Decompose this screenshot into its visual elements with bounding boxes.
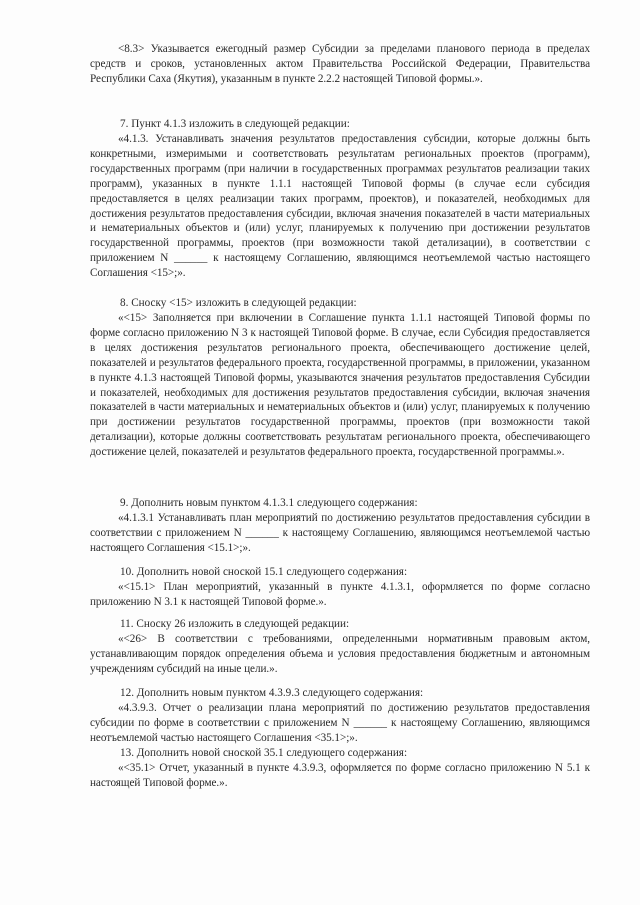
item-12-heading: 12. Дополнить новым пунктом 4.3.9.3 следующего содержания: (120, 687, 424, 699)
footnote-15-text: «<15> Заполняется при включении в Соглашение пункта 1.1.1 настоящей Типовой формы по форме согласно приложению N 3 к настоящей Типовой форме. В случае, если Субсидия предоставляется в целях достижения результатов регионального проекта, обеспечивающего достижение целей, показателей и результатов федерального проекта, государственной программы, в приложении, указанном в пункте 4.1.3 настоящей Типовой формы, указываются значения результатов предоставления Субсидии и показателей, необходимых для достижения результатов предоставления субсидии, включая значения показателей в части материальных и нематериальных объектов и (или) услуг, планируемых к получению при достижении результатов государственной программы, проектов (при возможности такой детализации), которые должны соответствовать результатам регионального проекта, обеспечивающего достижение целей, показателей и результатов федерального проекта, государственной программы.». (90, 312, 590, 459)
item-10-heading: 10. Дополнить новой сноской 15.1 следующего содержания: (120, 566, 408, 578)
paragraph-8-3-footnote: <8.3> Указывается ежегодный размер Субсидии за пределами планового периода в пределах средств и сроков, установленных актом Правительства Российской Федерации, Правительства Республики Саха (Якутия), указанным в пункте 2.2.2 настоящей Типовой формы.». (90, 43, 590, 85)
item-8-heading: 8. Сноску <15> изложить в следующей редакции: (120, 297, 357, 309)
item-9-heading: 9. Дополнить новым пунктом 4.1.3.1 следующего содержания: (120, 497, 418, 509)
footnote-35-1-text: «<35.1> Отчет, указанный в пункте 4.3.9.3, оформляется по форме согласно приложению N 5.1 к настоящей Типовой форме.». (90, 762, 590, 789)
paragraph-4-1-3: «4.1.3. Устанавливать значения результатов предоставления субсидии, которые должны быть конкретными, измеримыми и соответствовать результатам региональных проектов (программ), государственных программ (при наличии в государственных программах результатов реализации таких программ), указанных в пункте 1.1.1 настоящей Типовой формы (в случае если субсидия предоставляется в целях реализации таких программ, проектов), и показателей, необходимых для достижения результатов предоставления субсидии, включая значения показателей в части материальных и нематериальных объектов и (или) услуг, планируемых к получению при достижении результатов государственной программы, проектов (при возможности такой детализации), в соответствии с приложением N ______ к настоящему Соглашению, являющимся неотъемлемой частью настоящего Соглашения <15>;». (90, 133, 590, 280)
item-7-heading: 7. Пункт 4.1.3 изложить в следующей редакции: (120, 118, 350, 130)
footnote-26-text: «<26> В соответствии с требованиями, определенными нормативным правовым актом, устанавливающим порядок определения объема и условия предоставления бюджетным и автономным учреждениям субсидий на иные цели.». (90, 633, 590, 675)
item-11-heading: 11. Сноску 26 изложить в следующей редакции: (120, 618, 350, 630)
item-13-heading: 13. Дополнить новой сноской 35.1 следующего содержания: (120, 747, 408, 759)
paragraph-4-1-3-1: «4.1.3.1 Устанавливать план мероприятий по достижению результатов предоставления субсидии в соответствии с приложением N ______ к настоящему Соглашению, являющимся неотъемлемой частью настоящего Соглашения <15.1>;». (90, 512, 590, 554)
footnote-15-1-text: «<15.1> План мероприятий, указанный в пункте 4.1.3.1, оформляется по форме согласно приложению N 3.1 к настоящей Типовой форме.». (90, 581, 590, 608)
paragraph-4-3-9-3: «4.3.9.3. Отчет о реализации плана мероприятий по достижению результатов предоставления субсидии по форме в соответствии с приложением N ______ к настоящему Соглашению, являющимся неотъемлемой частью настоящего Соглашения <35.1>;». (90, 702, 590, 744)
